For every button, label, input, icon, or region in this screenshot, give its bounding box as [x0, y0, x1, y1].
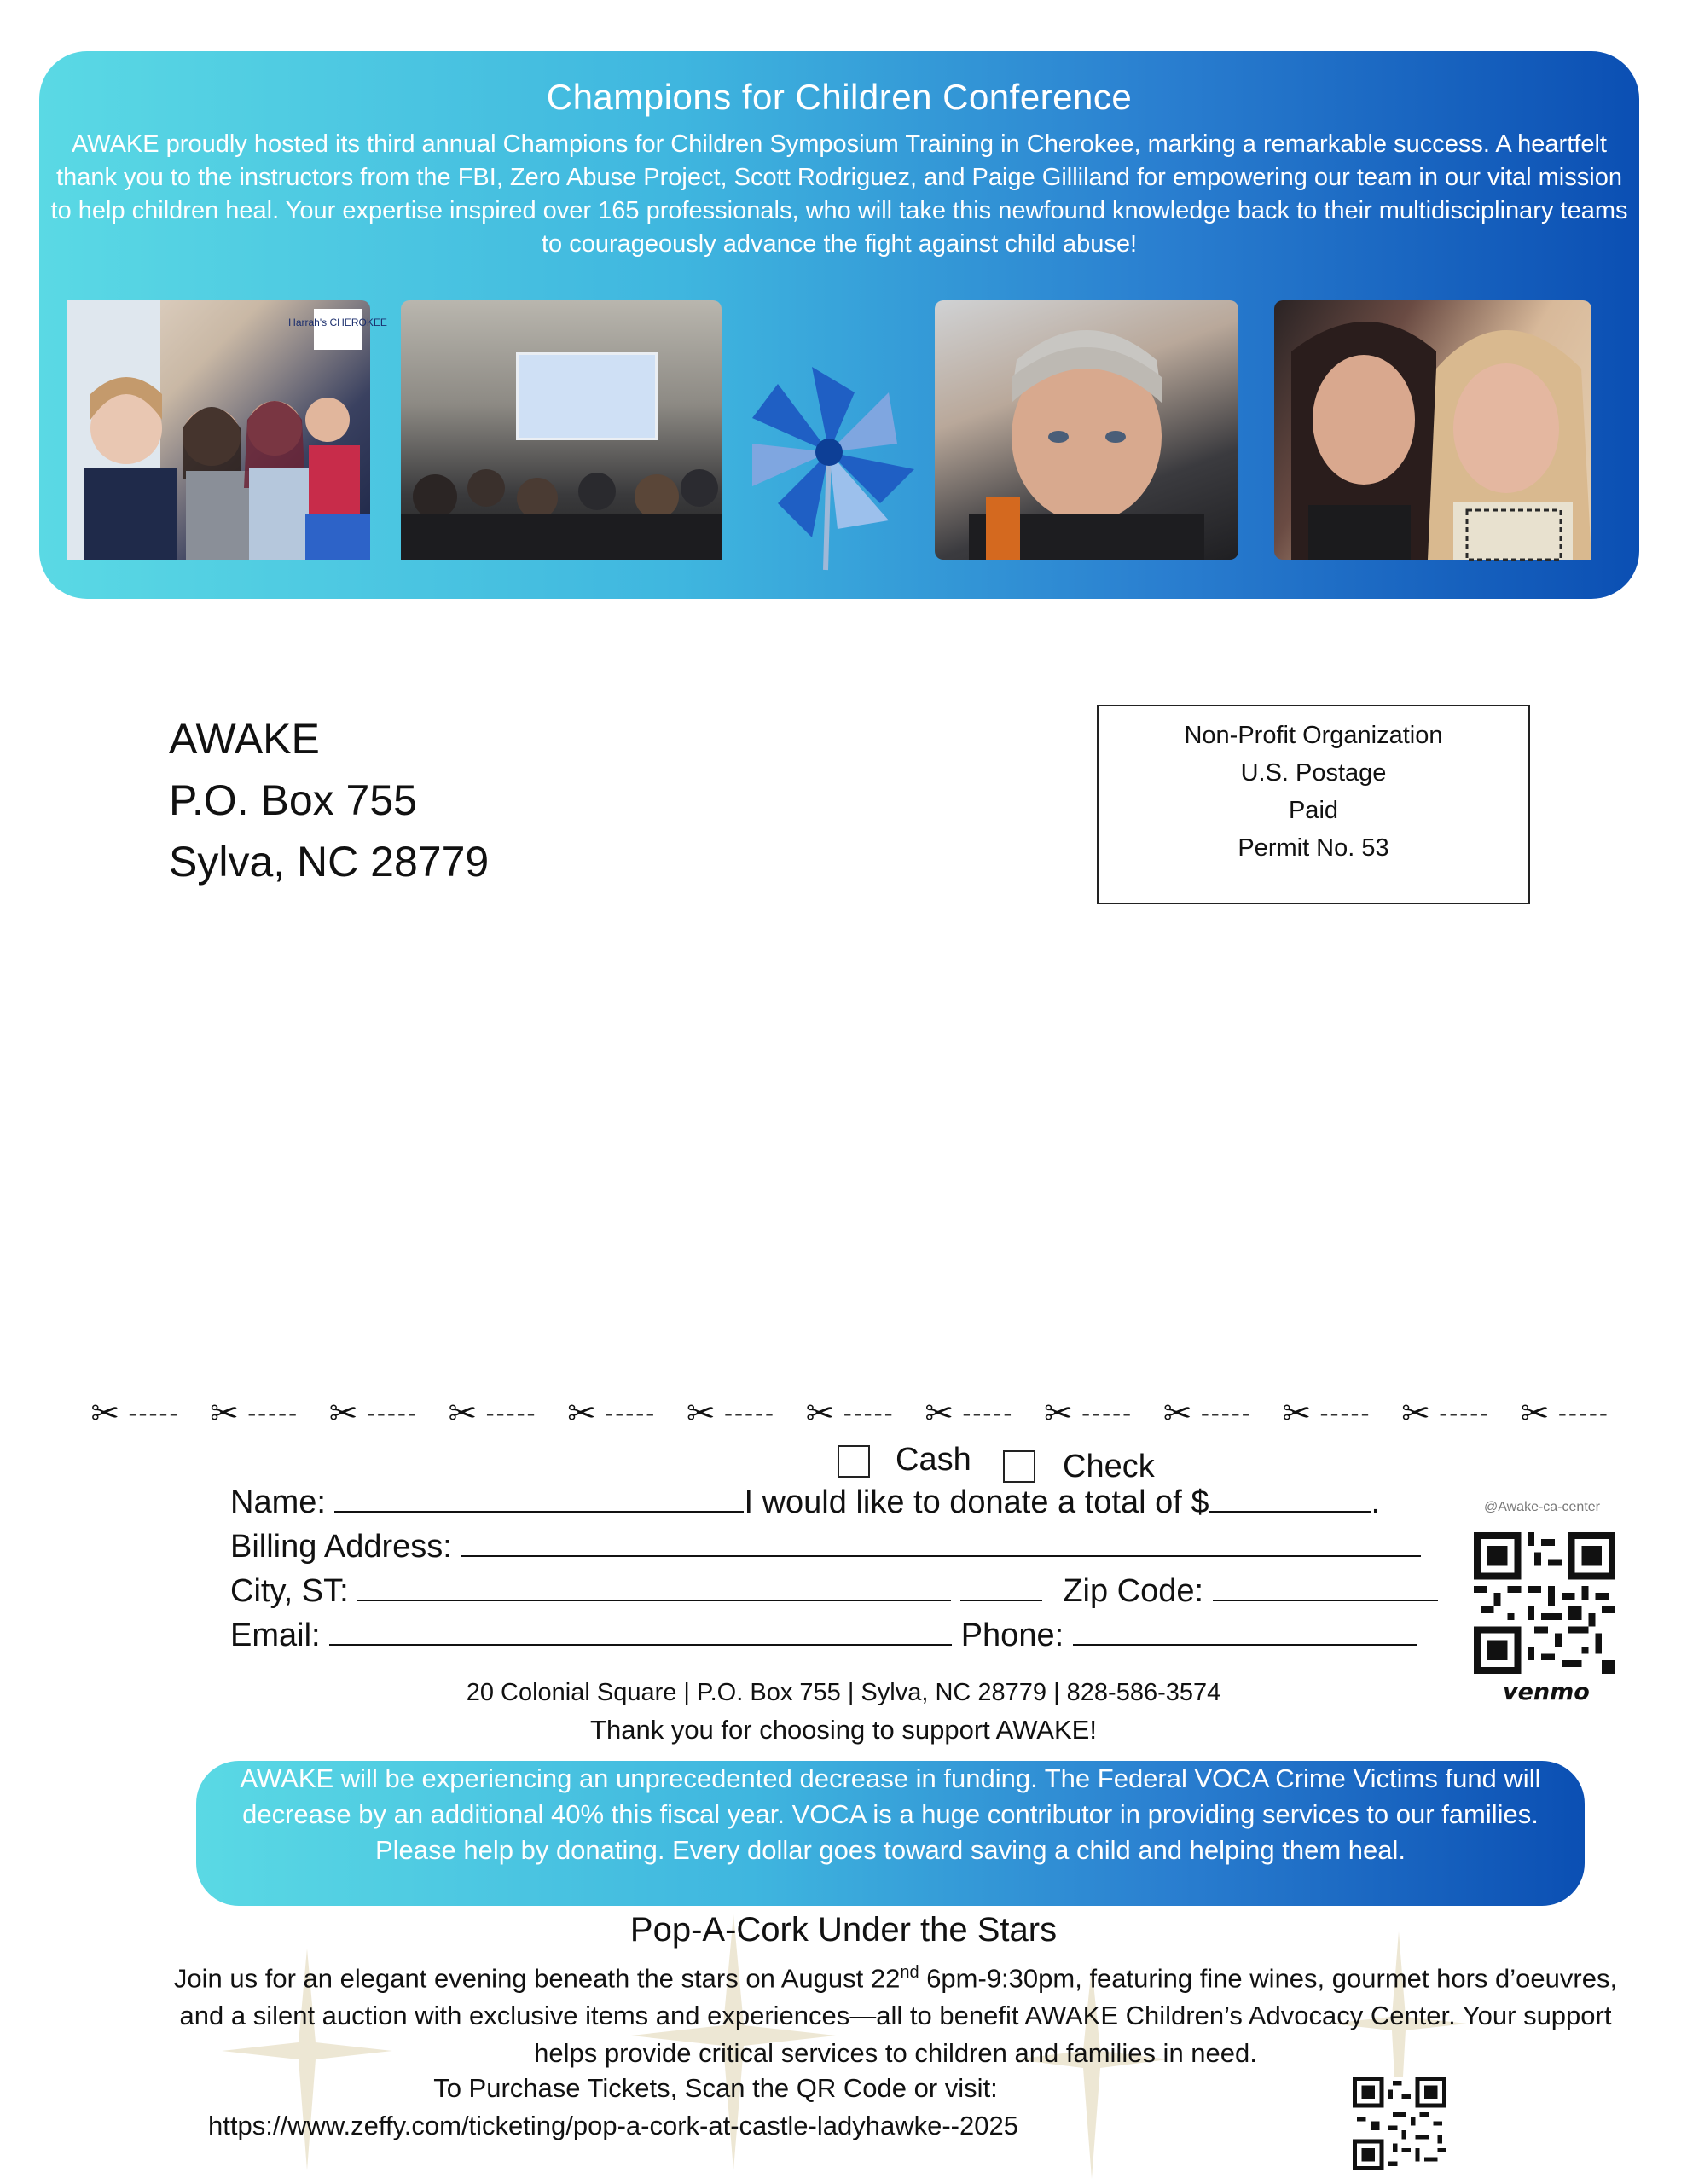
cut-dashes: ----- — [843, 1399, 895, 1427]
photo-two-women — [1274, 300, 1591, 560]
cut-dashes: ----- — [962, 1399, 1014, 1427]
name-label: Name: — [230, 1484, 326, 1520]
donation-amount-field[interactable] — [1209, 1485, 1371, 1513]
venmo-qr-code[interactable] — [1474, 1532, 1615, 1674]
event-title: Pop-A-Cork Under the Stars — [629, 1911, 1058, 1949]
cut-dashes: ----- — [366, 1399, 418, 1427]
cut-line — [85, 1391, 1631, 1437]
photo-sign: Harrah's CHEROKEE — [288, 317, 387, 328]
return-address-city: Sylva, NC 28779 — [169, 838, 490, 886]
donate-label: I would like to donate a total of $ — [744, 1484, 1209, 1520]
venmo-handle: @Awake-ca-center — [1484, 1500, 1600, 1514]
event-description — [154, 1954, 1638, 2072]
postage-line-org: Non-Profit Organization — [1184, 722, 1443, 749]
contact-info: 20 Colonial Square | P.O. Box 755 | Sylva, NC 28779 | 828-586-3574 — [466, 1679, 1221, 1706]
billing-label: Billing Address: — [230, 1529, 452, 1565]
city-label: City, ST: — [230, 1573, 349, 1609]
conference-banner — [39, 51, 1639, 599]
scissors-icon: ✂ — [210, 1395, 239, 1432]
photo-training-room — [401, 300, 722, 560]
billing-address-field[interactable] — [461, 1530, 1421, 1557]
photo-attendees-group — [67, 300, 387, 560]
funding-notice — [196, 1761, 1585, 1906]
cut-dashes: ----- — [605, 1399, 657, 1427]
ticket-url-link[interactable]: https://www.zeffy.com/ticketing/pop-a-cork-at-castle-ladyhawke--2025 — [208, 2111, 1018, 2140]
return-address-pobox: P.O. Box 755 — [169, 776, 417, 824]
donate-end: . — [1371, 1484, 1381, 1520]
scissors-icon: ✂ — [925, 1395, 954, 1432]
cut-dashes: ----- — [1557, 1399, 1609, 1427]
email-label: Email: — [230, 1618, 321, 1653]
conference-description: AWAKE proudly hosted its third annual Champions for Children Symposium Training in Cherokee, marking a remarkable success. A heartfelt thank you to the instructors from the FBI, Zero Abuse Project, Scott Rodriguez, and Paige Gilliland for empowering our team in our vital mission to help children heal. Your expertise inspired over 165 professionals, who will take this newfound knowledge back to their multidisciplinary teams to courageously advance the fight against child abuse! — [50, 131, 1628, 258]
postage-line-postage: U.S. Postage — [1240, 759, 1387, 787]
photo-selfie-person — [935, 300, 1238, 560]
scissors-icon: ✂ — [1520, 1395, 1550, 1432]
phone-label: Phone: — [960, 1618, 1064, 1653]
event-text-part2: 6pm-9:30pm, featuring fine wines, gourmet hors d’oeuvres, and a silent auction with exclusive items and experiences—all to benefit AWAKE Children’s Advocacy Center. Your support helps provide critical services to children and families in need. — [179, 1963, 1618, 2069]
billing-row — [230, 1529, 1421, 1565]
scissors-icon: ✂ — [1044, 1395, 1073, 1432]
name-field[interactable] — [334, 1485, 744, 1513]
scissors-icon: ✂ — [567, 1395, 596, 1432]
cash-label: Cash — [896, 1442, 971, 1478]
return-address-name: AWAKE — [169, 715, 320, 763]
cut-dashes: ----- — [485, 1399, 537, 1427]
cut-dashes: ----- — [1319, 1399, 1371, 1427]
city-row — [230, 1573, 1438, 1610]
ticket-instructions: To Purchase Tickets, Scan the QR Code or visit: — [433, 2073, 998, 2103]
cut-dashes: ----- — [1200, 1399, 1252, 1427]
scissors-icon: ✂ — [90, 1395, 119, 1432]
ticket-qr-code[interactable] — [1353, 2077, 1446, 2170]
cut-dashes: ----- — [1439, 1399, 1491, 1427]
postage-line-paid: Paid — [1288, 797, 1339, 824]
cut-dashes: ----- — [128, 1399, 180, 1427]
event-date-suffix: nd — [900, 1963, 919, 1982]
conference-title: Champions for Children Conference — [546, 77, 1133, 117]
name-row — [230, 1484, 1380, 1521]
thank-you-line: Thank you for choosing to support AWAKE! — [590, 1715, 1097, 1745]
scissors-icon: ✂ — [687, 1395, 716, 1432]
email-row — [230, 1618, 1417, 1654]
email-field[interactable] — [329, 1618, 952, 1646]
cash-checkbox[interactable] — [838, 1445, 870, 1478]
zip-field[interactable] — [1213, 1574, 1438, 1601]
check-label: Check — [1063, 1449, 1155, 1484]
state-field[interactable] — [960, 1574, 1042, 1601]
cut-dashes: ----- — [724, 1399, 775, 1427]
funding-notice-text: AWAKE will be experiencing an unprecedented decrease in funding. The Federal VOCA Crime Victims fund will decrease by an additional 40% this fiscal year. VOCA is a huge contributor in providing services to our families. Please help by donating. Every dollar goes toward saving a child and helping them heal. — [240, 1763, 1541, 1865]
scissors-icon: ✂ — [1401, 1395, 1430, 1432]
scissors-icon: ✂ — [1282, 1395, 1312, 1432]
zip-label: Zip Code: — [1063, 1573, 1204, 1609]
scissors-icon: ✂ — [1162, 1395, 1192, 1432]
cut-dashes: ----- — [247, 1399, 299, 1427]
postage-line-permit: Permit No. 53 — [1238, 834, 1389, 862]
scissors-icon: ✂ — [805, 1395, 835, 1432]
scissors-icon: ✂ — [328, 1395, 358, 1432]
cut-dashes: ----- — [1081, 1399, 1133, 1427]
check-checkbox[interactable] — [1003, 1450, 1035, 1483]
phone-field[interactable] — [1073, 1618, 1417, 1646]
pinwheel-icon — [737, 324, 921, 572]
postage-indicia — [1097, 705, 1530, 904]
city-field[interactable] — [357, 1574, 951, 1601]
return-address — [169, 708, 489, 892]
scissors-icon: ✂ — [448, 1395, 478, 1432]
event-text-part1: Join us for an elegant evening beneath the stars on August 22 — [173, 1963, 901, 1994]
venmo-logo: venmo — [1503, 1679, 1590, 1705]
